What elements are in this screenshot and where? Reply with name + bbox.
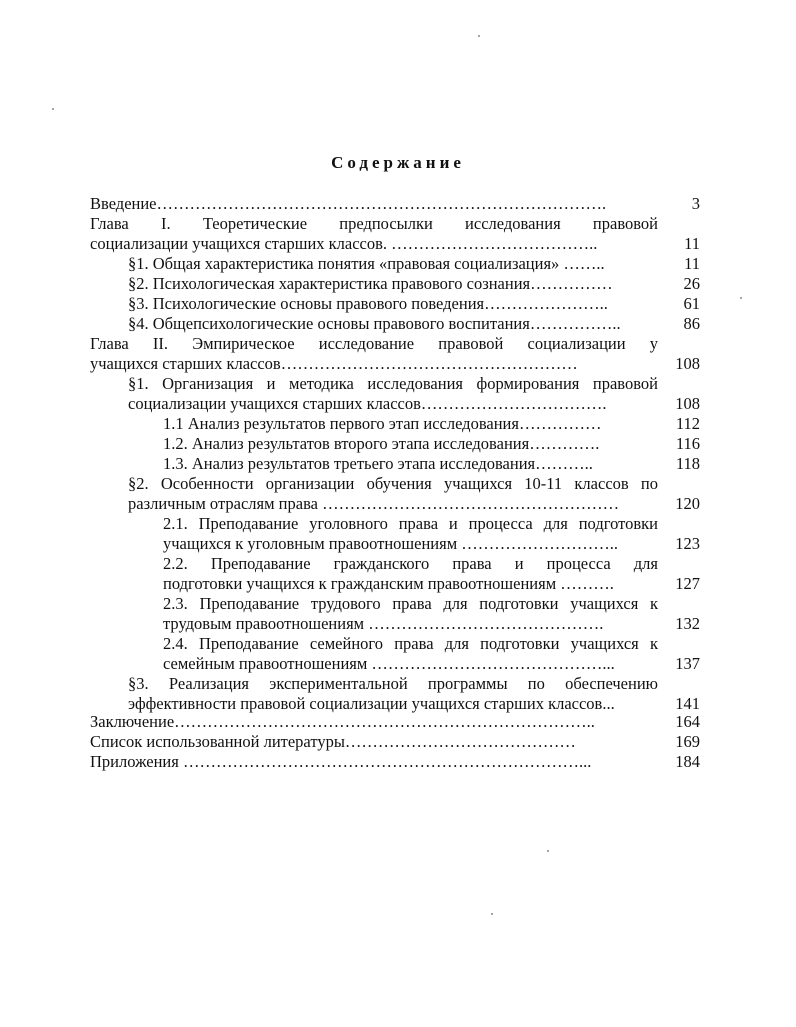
toc-page-number: 11 bbox=[684, 254, 700, 273]
toc-page-number: 108 bbox=[675, 354, 700, 373]
toc-entry-line: подготовки учащихся к гражданским правоотношениям ………. bbox=[163, 574, 614, 593]
toc-entry-line: §1. Общая характеристика понятия «правовая социализация» …….. bbox=[128, 254, 605, 273]
scan-speck bbox=[547, 850, 549, 852]
toc-page-number: 132 bbox=[675, 614, 700, 633]
toc-entry-line: §1. Организация и методика исследования формирования правовой bbox=[128, 374, 658, 393]
toc-entry-line: 2.1. Преподавание уголовного права и процесса для подготовки bbox=[163, 514, 658, 533]
toc-entry-line: Список использованной литературы…………………………………… bbox=[90, 732, 576, 751]
scan-speck bbox=[740, 297, 742, 299]
toc-entry-line: Глава I. Теоретические предпосылки исследования правовой bbox=[90, 214, 658, 233]
toc-entry-line: 1.2. Анализ результатов второго этапа исследования…………. bbox=[163, 434, 600, 453]
toc-page-number: 11 bbox=[684, 234, 700, 253]
page-title: Содержание bbox=[331, 153, 465, 172]
toc-entry-line: 2.3. Преподавание трудового права для подготовки учащихся к bbox=[163, 594, 658, 613]
toc-page-number: 184 bbox=[675, 752, 700, 771]
toc-entry-line: §2. Психологическая характеристика правового сознания…………… bbox=[128, 274, 613, 293]
toc-entry-line: Глава II. Эмпирическое исследование правовой социализации у bbox=[90, 334, 658, 353]
toc-entry-line: 2.2. Преподавание гражданского права и процесса для bbox=[163, 554, 658, 573]
toc-entry-line: трудовым правоотношениям ……………………………………. bbox=[163, 614, 604, 633]
scan-speck bbox=[491, 913, 493, 915]
toc-page-number: 141 bbox=[675, 694, 700, 713]
scan-speck bbox=[52, 108, 54, 110]
toc-entry-line: эффективности правовой социализации учащихся старших классов... bbox=[128, 694, 615, 713]
toc-entry-line: §2. Особенности организации обучения учащихся 10-11 классов по bbox=[128, 474, 658, 493]
toc-page-number: 116 bbox=[675, 434, 700, 453]
toc-entry-line: Приложения ………………………………………………………………... bbox=[90, 752, 592, 771]
toc-entry-line: 1.1 Анализ результатов первого этап исследования…………… bbox=[163, 414, 602, 433]
toc-entry-line: §3. Реализация экспериментальной программы по обеспечению bbox=[128, 674, 658, 693]
toc-page-number: 137 bbox=[675, 654, 700, 673]
toc-page-number: 108 bbox=[675, 394, 700, 413]
scan-speck bbox=[478, 35, 480, 37]
toc-page-number: 26 bbox=[683, 274, 700, 293]
toc-page-number: 112 bbox=[675, 414, 700, 433]
toc-entry-line: §3. Психологические основы правового поведения………………….. bbox=[128, 294, 608, 313]
toc-page-number: 120 bbox=[675, 494, 700, 513]
toc-entry-line: учащихся старших классов……………………………………………… bbox=[90, 354, 578, 373]
toc-page-number: 164 bbox=[675, 712, 700, 731]
toc-entry-line: социализации учащихся старших классов. ……………………………….. bbox=[90, 234, 598, 253]
toc-page-number: 123 bbox=[675, 534, 700, 553]
toc-entry-line: Введение………………………………………………………………………. bbox=[90, 194, 607, 213]
toc-page-number: 61 bbox=[683, 294, 700, 313]
toc-entry-line: учащихся к уголовным правоотношениям ……………………….. bbox=[163, 534, 619, 553]
toc-entry-line: различным отраслям права ……………………………………………… bbox=[128, 494, 620, 513]
toc-page-number: 86 bbox=[683, 314, 700, 333]
toc-entry-line: Заключение………………………………………………………………….. bbox=[90, 712, 595, 731]
toc-page-number: 118 bbox=[675, 454, 700, 473]
toc-page-number: 127 bbox=[675, 574, 700, 593]
toc-entry-line: семейным правоотношениям ……………………………………... bbox=[163, 654, 615, 673]
toc-entry-line: 1.3. Анализ результатов третьего этапа исследования……….. bbox=[163, 454, 593, 473]
toc-entry-line: социализации учащихся старших классов……………………………. bbox=[128, 394, 607, 413]
toc-entry-line: 2.4. Преподавание семейного права для подготовки учащихся к bbox=[163, 634, 658, 653]
toc-page-number: 169 bbox=[675, 732, 700, 751]
toc-page-number: 3 bbox=[691, 194, 700, 213]
toc-entry-line: §4. Общепсихологические основы правового воспитания…………….. bbox=[128, 314, 621, 333]
